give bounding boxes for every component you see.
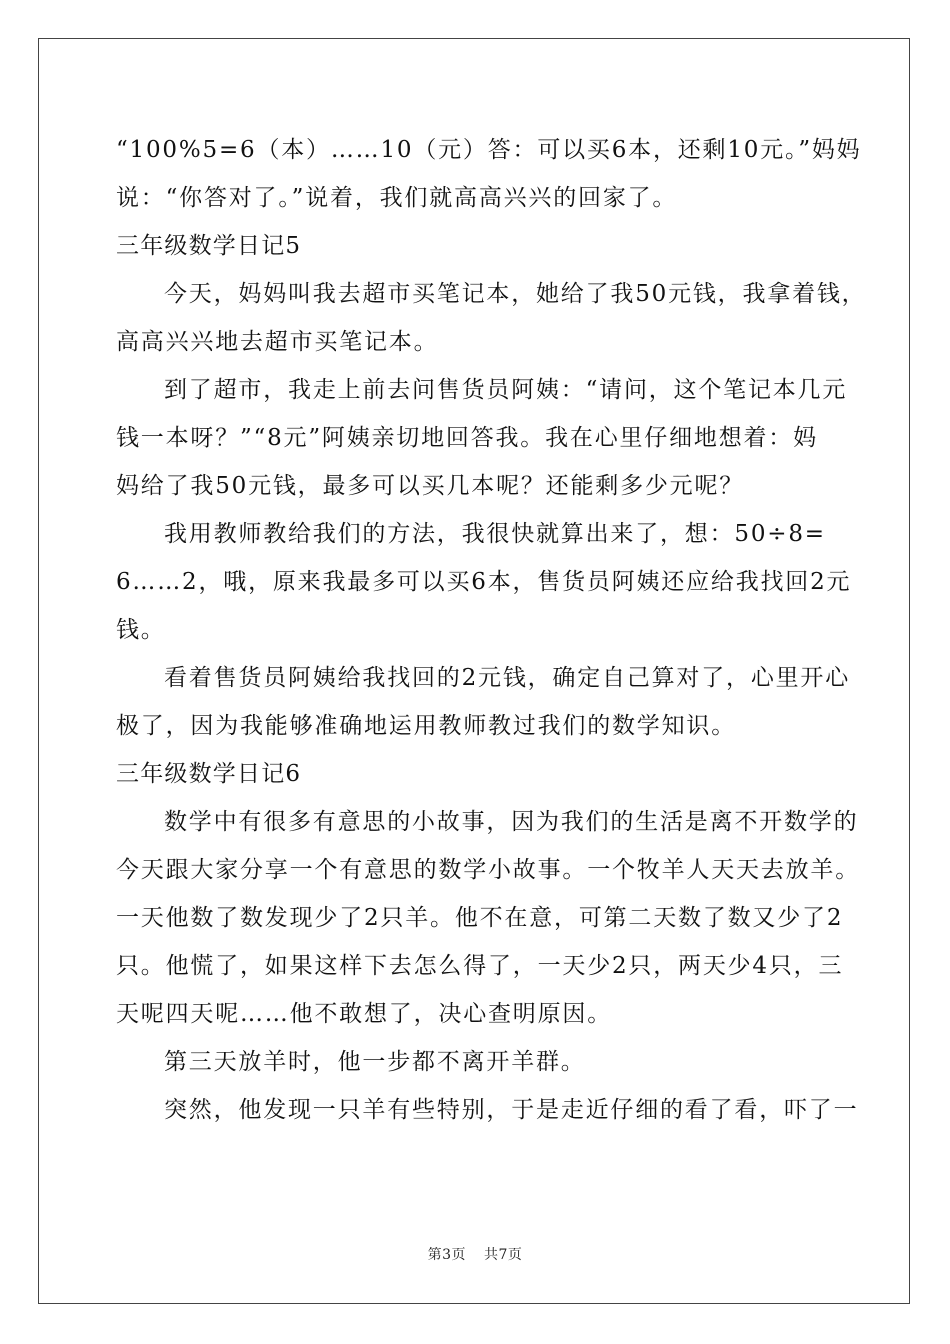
text-line: 6……2，哦，原来我最多可以买6本，售货员阿姨还应给我找回2元 (116, 569, 852, 595)
text-line: 高高兴兴地去超市买笔记本。 (116, 329, 439, 355)
page-total: 共7页 (484, 1247, 523, 1263)
text-line: 妈给了我50元钱，最多可以买几本呢？还能剩多少元呢？ (116, 473, 745, 499)
text-line: 钱。 (116, 617, 166, 643)
page-number: 第3页 (427, 1247, 466, 1263)
section-heading: 三年级数学日记5 (116, 233, 302, 259)
text-line: 钱一本呀？”“8元”阿姨亲切地回答我。我在心里仔细地想着：妈 (116, 425, 818, 451)
document-body (116, 126, 867, 1134)
text-line: 今天，妈妈叫我去超市买笔记本，她给了我50元钱，我拿着钱， (164, 281, 867, 307)
text-line: 我用教师教给我们的方法，我很快就算出来了，想：50÷8= (164, 521, 826, 547)
page-footer (0, 1246, 950, 1264)
text-line: 一天他数了数发现少了2只羊。他不在意，可第二天数了数又少了2 (116, 905, 844, 931)
text-line: 极了，因为我能够准确地运用教师教过我们的数学知识。 (116, 713, 736, 739)
text-line: “100%5=6（本）……10（元）答：可以买6本，还剩10元。”妈妈 (116, 137, 862, 163)
text-line: 天呢四天呢……他不敢想了，决心查明原因。 (116, 1001, 612, 1027)
text-line: 第三天放羊时，他一步都不离开羊群。 (164, 1049, 586, 1075)
text-line: 突然，他发现一只羊有些特别，于是走近仔细的看了看，吓了一 (164, 1097, 859, 1123)
text-line: 只。他慌了，如果这样下去怎么得了，一天少2只，两天少4只，三 (116, 953, 844, 979)
text-line: 说：“你答对了。”说着，我们就高高兴兴的回家了。 (116, 185, 678, 211)
text-line: 看着售货员阿姨给我找回的2元钱，确定自己算对了，心里开心 (164, 665, 851, 691)
text-line: 数学中有很多有意思的小故事，因为我们的生活是离不开数学的 (164, 809, 859, 835)
text-line: 到了超市，我走上前去问售货员阿姨：“请问，这个笔记本几元 (164, 377, 848, 403)
text-line: 今天跟大家分享一个有意思的数学小故事。一个牧羊人天天去放羊。 (116, 857, 860, 883)
section-heading: 三年级数学日记6 (116, 761, 302, 787)
